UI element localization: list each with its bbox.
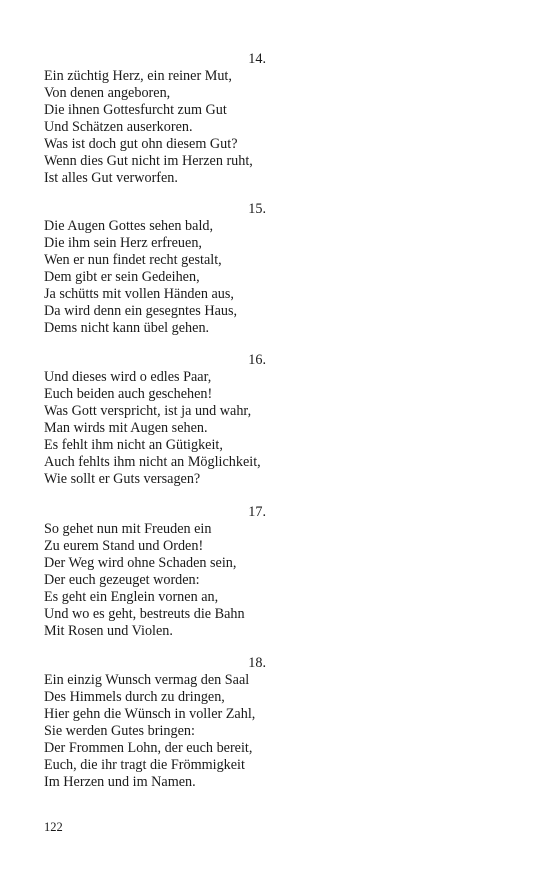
verse-line: Die ihnen Gottesfurcht zum Gut — [44, 102, 227, 118]
verse-line: Ein züchtig Herz, ein reiner Mut, — [44, 68, 232, 84]
verse-line: Wenn dies Gut nicht im Herzen ruht, — [44, 153, 253, 169]
verse-line: Der Weg wird ohne Schaden sein, — [44, 555, 237, 571]
verse-line: Ist alles Gut verworfen. — [44, 170, 178, 186]
stanza-number: 18. — [248, 655, 266, 671]
verse-line: Euch, die ihr tragt die Frömmigkeit — [44, 757, 245, 773]
verse-line: Es fehlt ihm nicht an Gütigkeit, — [44, 437, 223, 453]
verse-line: Dems nicht kann übel gehen. — [44, 320, 210, 336]
verse-line: Sie werden Gutes bringen: — [44, 723, 195, 739]
verse-line: Des Himmels durch zu dringen, — [44, 689, 225, 705]
verse-line: Und wo es geht, bestreuts die Bahn — [44, 606, 245, 622]
stanza-14 — [44, 51, 304, 187]
verse-line: Und Schätzen auserkoren. — [44, 119, 193, 135]
verse-line: Die ihm sein Herz erfreuen, — [44, 235, 202, 251]
stanza-number: 14. — [248, 51, 266, 67]
verse-line: Zu eurem Stand und Orden! — [44, 538, 204, 554]
verse-line: Dem gibt er sein Gedeihen, — [44, 269, 200, 285]
verse-line: Der Frommen Lohn, der euch bereit, — [44, 740, 253, 756]
verse-line: Es geht ein Englein vornen an, — [44, 589, 219, 605]
page-number: 122 — [44, 820, 63, 834]
verse-line: Der euch gezeuget worden: — [44, 572, 200, 588]
verse-line: Auch fehlts ihm nicht an Möglichkeit, — [44, 454, 261, 470]
verse-line: Ein einzig Wunsch vermag den Saal — [44, 672, 250, 688]
verse-line: Von denen angeboren, — [44, 85, 171, 101]
verse-line: Und dieses wird o edles Paar, — [44, 369, 212, 385]
stanza-18 — [44, 655, 304, 791]
verse-line: Wie sollt er Guts versagen? — [44, 471, 201, 487]
verse-line: Wen er nun findet recht gestalt, — [44, 252, 222, 268]
verse-line: Hier gehn die Wünsch in voller Zahl, — [44, 706, 256, 722]
stanza-number: 16. — [248, 352, 266, 368]
verse-line: So gehet nun mit Freuden ein — [44, 521, 212, 537]
verse-line: Die Augen Gottes sehen bald, — [44, 218, 214, 234]
verse-line: Euch beiden auch geschehen! — [44, 386, 213, 402]
stanza-number: 15. — [248, 201, 266, 217]
verse-line: Ja schütts mit vollen Händen aus, — [44, 286, 234, 302]
verse-line: Was Gott verspricht, ist ja und wahr, — [44, 403, 252, 419]
stanza-number: 17. — [248, 504, 266, 520]
verse-line: Mit Rosen und Violen. — [44, 623, 173, 639]
stanza-16 — [44, 352, 304, 488]
stanza-15 — [44, 201, 304, 337]
verse-line: Man wirds mit Augen sehen. — [44, 420, 208, 436]
stanza-17 — [44, 504, 304, 640]
verse-line: Was ist doch gut ohn diesem Gut? — [44, 136, 238, 152]
verse-line: Da wird denn ein gesegntes Haus, — [44, 303, 238, 319]
verse-line: Im Herzen und im Namen. — [44, 774, 196, 790]
